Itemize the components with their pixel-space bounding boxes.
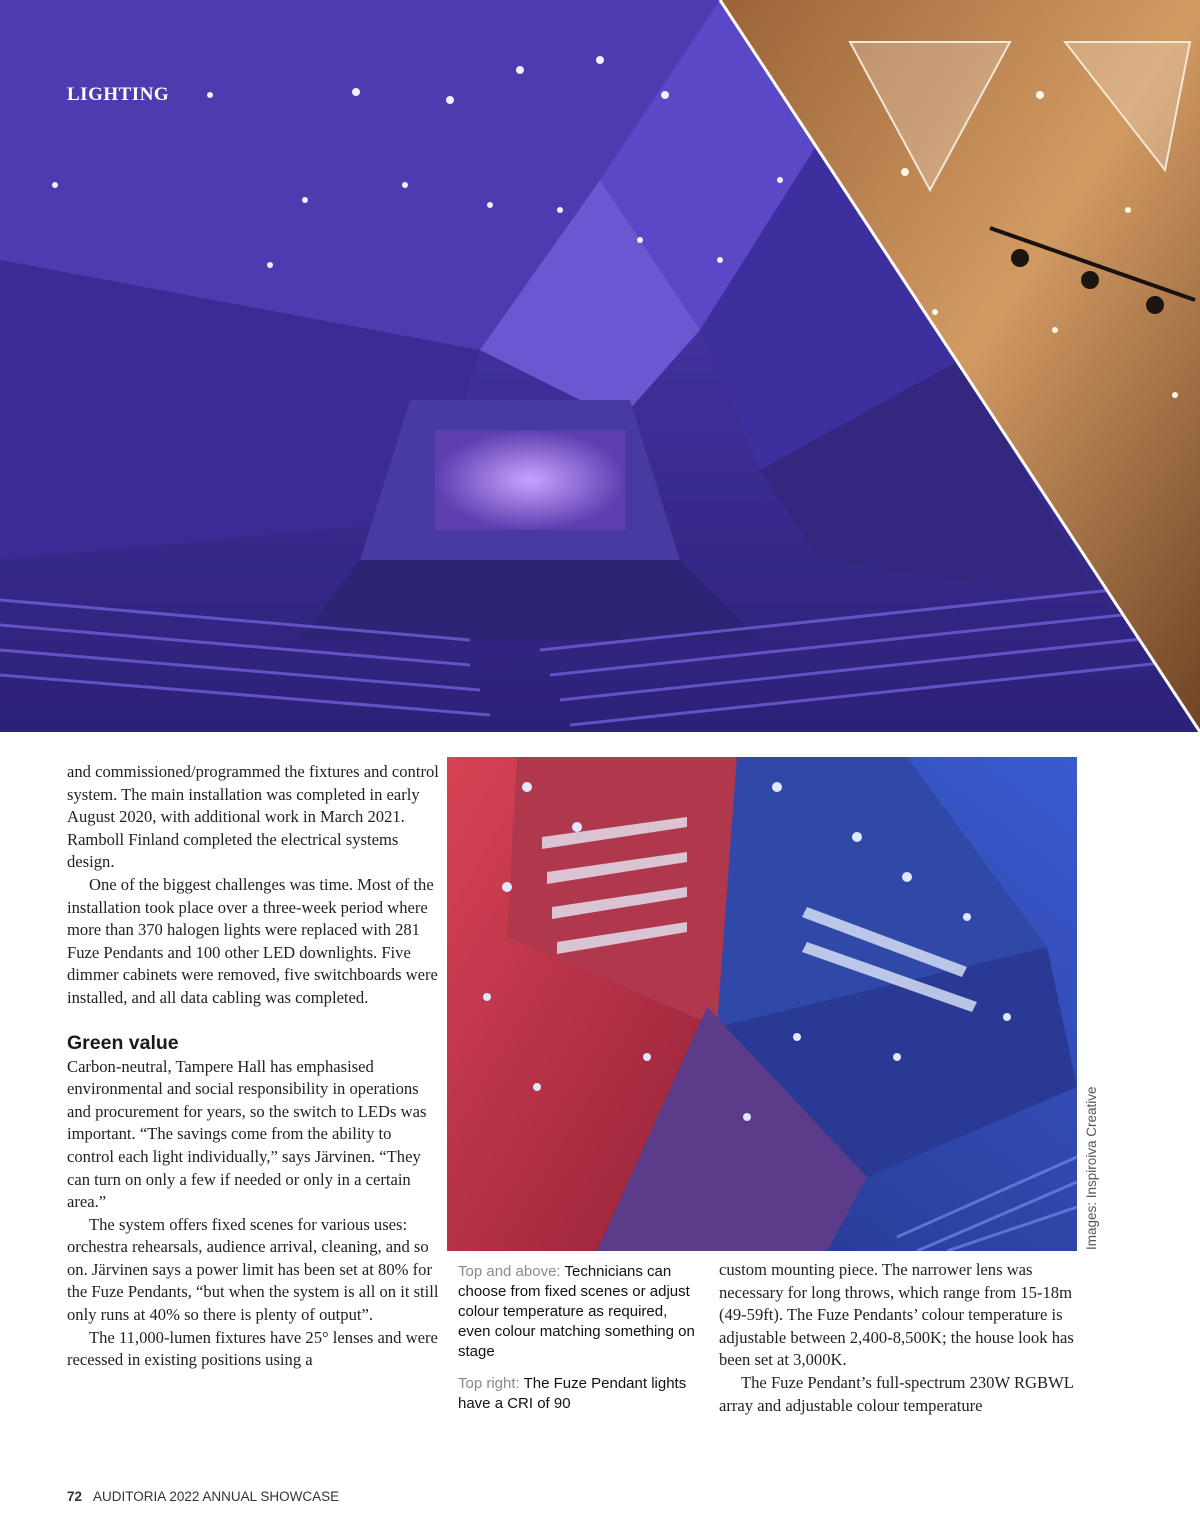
caption-lead: Top right: [458, 1375, 520, 1392]
caption-text: Technicians can choose from fixed scenes or adjust colour temperature as required, even colour matching something on stage [458, 1263, 695, 1360]
body-paragraph: The system offers fixed scenes for various uses: orchestra rehearsals, audience arrival, cleaning, and so on. Järvinen says a power limit has been set at 80% for the Fuze Pendants, “but when the system is all on it still only runs at 40% so there is plenty of output”. [67, 1214, 439, 1325]
ceiling-detail-photo [447, 757, 1077, 1251]
hero-photo [0, 0, 1200, 732]
page-number: 72 [67, 1489, 83, 1504]
body-paragraph: The Fuze Pendant’s full-spectrum 230W RGBWL array and adjustable colour temperature [719, 1372, 1074, 1415]
ceiling-photo [447, 757, 1077, 1251]
photo-credit: Images: Inspiroiva Creative [1084, 1086, 1099, 1250]
caption-lead: Top and above: [458, 1263, 561, 1280]
body-paragraph: One of the biggest challenges was time. Most of the installation took place over a three-week period where more than 370 halogen lights were replaced with 281 Fuze Pendants and 100 other LED downlights. Five dimmer cabinets were removed, five switchboards were installed, and all data cabling was completed. [67, 874, 438, 1007]
caption [458, 1374, 698, 1414]
right-text-column [719, 1259, 1091, 1417]
concert-hall-photo [0, 0, 1200, 732]
page-footer [67, 1489, 339, 1504]
section-label: LIGHTING [67, 84, 170, 105]
caption-text: The Fuze Pendant lights have a CRI of 90 [458, 1375, 687, 1412]
caption [458, 1262, 698, 1362]
subheading: Green value [67, 1031, 179, 1054]
publication-name: AUDITORIA 2022 ANNUAL SHOWCASE [93, 1489, 340, 1504]
body-paragraph: and commissioned/programmed the fixtures and control system. The main installation was completed in early August 2020, with additional work in March 2021. Ramboll Finland completed the electrical systems design. [67, 762, 439, 872]
body-paragraph: Carbon-neutral, Tampere Hall has emphasised environmental and social responsibility in operations and procurement for years, so the switch to LEDs was important. “The savings come from the ability to control each light individually,” says Järvinen. “They can turn on only a few if needed or only in a certain area.” [67, 1056, 427, 1212]
photo-captions [458, 1262, 698, 1426]
body-paragraph: The 11,000-lumen fixtures have 25° lenses and were recessed in existing positions using a [67, 1327, 438, 1370]
left-text-column [67, 761, 439, 1372]
body-paragraph: custom mounting piece. The narrower lens was necessary for long throws, which range from 15-18m (49-59ft). The Fuze Pendants’ colour temperature is adjustable between 2,400-8,500K; the house look has been set at 3,000K. [719, 1260, 1074, 1370]
